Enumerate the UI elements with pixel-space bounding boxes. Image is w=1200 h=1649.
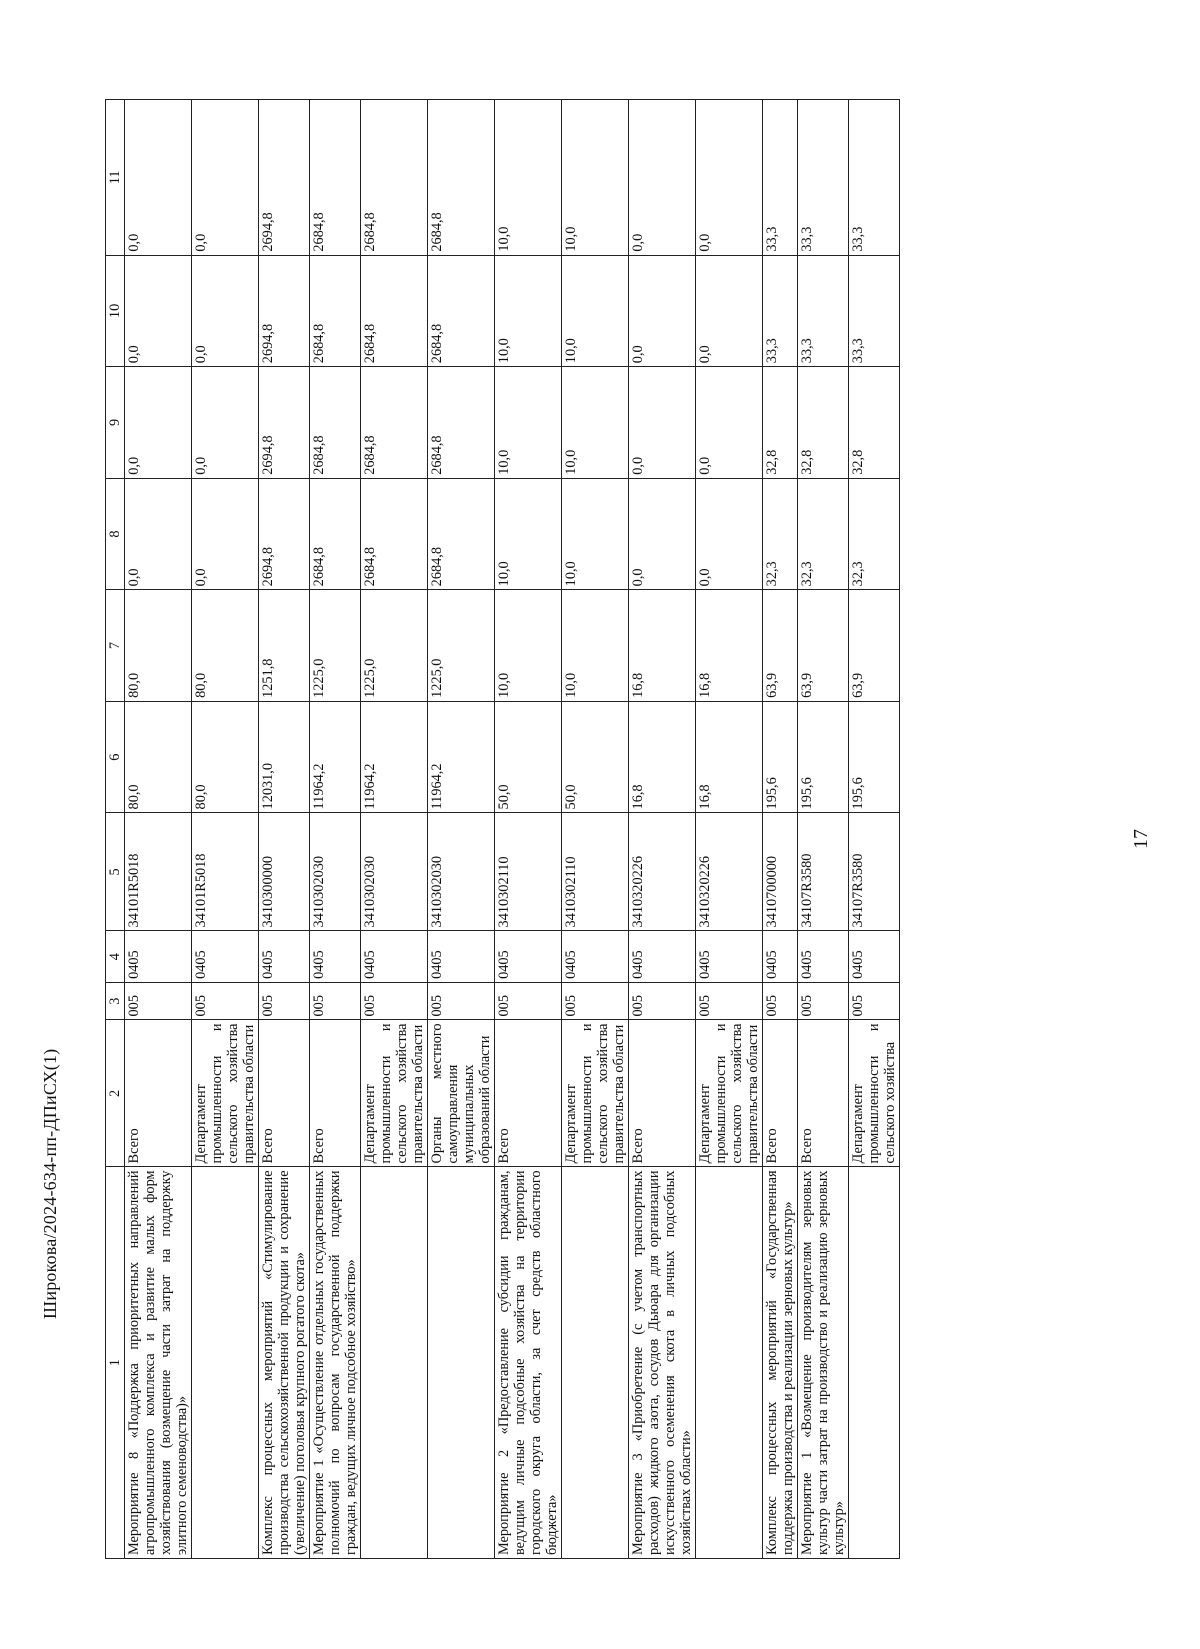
- row-value-y1: 63,9: [849, 590, 900, 702]
- row-value-y5: 0,0: [192, 100, 259, 256]
- row-value-y2: 32,3: [849, 478, 900, 590]
- row-responsible: Всего: [310, 1020, 361, 1167]
- row-value-y2: 10,0: [495, 478, 562, 590]
- row-value-y2: 2684,8: [361, 478, 428, 590]
- row-value-y1: 80,0: [125, 590, 192, 702]
- row-responsible: Департамент промышленности и сельского хозяйства правительства области: [361, 1020, 428, 1167]
- row-activity-name: Мероприятие 1 «Осуществление отдельных государственных полномочий по вопросам государственной поддержки граждан, ведущих личное подсобное хозяйство»: [310, 1167, 361, 1559]
- row-code-section: 0405: [310, 931, 361, 982]
- budget-table: [105, 99, 900, 1559]
- row-responsible: Органы местного самоуправления муниципальных образований области: [428, 1020, 495, 1167]
- row-value-total: 16,8: [696, 701, 763, 813]
- row-value-total: 50,0: [562, 701, 629, 813]
- table-row: [125, 100, 192, 1559]
- column-header: 11: [106, 100, 125, 256]
- row-activity-name: [192, 1167, 259, 1559]
- row-value-total: 11964,2: [361, 701, 428, 813]
- row-value-y1: 63,9: [798, 590, 849, 702]
- row-value-y4: 33,3: [798, 255, 849, 367]
- row-code-grbs: 005: [259, 982, 310, 1020]
- row-code-target: 34101R5018: [125, 813, 192, 931]
- row-responsible: Всего: [259, 1020, 310, 1167]
- column-header: 4: [106, 931, 125, 982]
- row-code-grbs: 005: [310, 982, 361, 1020]
- row-value-y4: 2684,8: [310, 255, 361, 367]
- row-code-section: 0405: [763, 931, 798, 982]
- row-value-total: 11964,2: [310, 701, 361, 813]
- table-row: [428, 100, 495, 1559]
- row-code-section: 0405: [629, 931, 696, 982]
- table-header-row: [106, 100, 125, 1559]
- row-code-section: 0405: [192, 931, 259, 982]
- row-code-target: 3410302030: [361, 813, 428, 931]
- row-value-y5: 33,3: [763, 100, 798, 256]
- row-activity-name: Мероприятие 8 «Поддержка приоритетных направлений агропромышленного комплекса и развитие малых форм хозяйствования (возмещение части затрат на поддержку элитного семеноводства)»: [125, 1167, 192, 1559]
- row-value-y4: 2684,8: [428, 255, 495, 367]
- row-value-y5: 0,0: [696, 100, 763, 256]
- row-value-y2: 0,0: [629, 478, 696, 590]
- row-value-y3: 2684,8: [361, 367, 428, 479]
- row-responsible: Департамент промышленности и сельского хозяйства: [849, 1020, 900, 1167]
- row-responsible: Всего: [763, 1020, 798, 1167]
- row-code-target: 3410302030: [428, 813, 495, 931]
- row-code-section: 0405: [696, 931, 763, 982]
- row-value-y4: 0,0: [125, 255, 192, 367]
- row-value-y3: 0,0: [696, 367, 763, 479]
- table-row: [696, 100, 763, 1559]
- row-value-y2: 32,3: [763, 478, 798, 590]
- row-value-y3: 0,0: [629, 367, 696, 479]
- row-value-y3: 10,0: [562, 367, 629, 479]
- row-responsible: Департамент промышленности и сельского хозяйства правительства области: [192, 1020, 259, 1167]
- row-code-target: 34107R3580: [849, 813, 900, 931]
- row-value-y3: 10,0: [495, 367, 562, 479]
- row-value-y5: 2694,8: [259, 100, 310, 256]
- row-code-section: 0405: [849, 931, 900, 982]
- table-row: [259, 100, 310, 1559]
- row-code-section: 0405: [562, 931, 629, 982]
- page-number: 17: [1130, 829, 1152, 849]
- row-value-y1: 16,8: [629, 590, 696, 702]
- row-value-y2: 32,3: [798, 478, 849, 590]
- row-value-y2: 2694,8: [259, 478, 310, 590]
- table-row: [495, 100, 562, 1559]
- row-code-grbs: 005: [192, 982, 259, 1020]
- row-value-y5: 33,3: [849, 100, 900, 256]
- row-value-y2: 0,0: [696, 478, 763, 590]
- row-value-y2: 2684,8: [428, 478, 495, 590]
- row-code-grbs: 005: [428, 982, 495, 1020]
- row-code-grbs: 005: [361, 982, 428, 1020]
- table-row: [310, 100, 361, 1559]
- row-value-y5: 33,3: [798, 100, 849, 256]
- row-value-y4: 0,0: [192, 255, 259, 367]
- table-row: [629, 100, 696, 1559]
- row-value-y2: 0,0: [125, 478, 192, 590]
- row-value-total: 80,0: [125, 701, 192, 813]
- row-value-y1: 1225,0: [310, 590, 361, 702]
- row-code-grbs: 005: [849, 982, 900, 1020]
- row-value-total: 80,0: [192, 701, 259, 813]
- column-header: 1: [106, 1167, 125, 1559]
- column-header: 7: [106, 590, 125, 702]
- row-value-y1: 1251,8: [259, 590, 310, 702]
- row-code-target: 3410320226: [629, 813, 696, 931]
- row-value-total: 195,6: [763, 701, 798, 813]
- row-value-y4: 33,3: [763, 255, 798, 367]
- column-header: 6: [106, 701, 125, 813]
- column-header: 3: [106, 982, 125, 1020]
- row-value-y3: 0,0: [192, 367, 259, 479]
- row-responsible: Всего: [495, 1020, 562, 1167]
- table-row: [763, 100, 798, 1559]
- row-value-total: 11964,2: [428, 701, 495, 813]
- row-value-y1: 1225,0: [428, 590, 495, 702]
- row-value-y1: 80,0: [192, 590, 259, 702]
- row-value-y4: 33,3: [849, 255, 900, 367]
- row-code-target: 3410302110: [495, 813, 562, 931]
- row-value-y1: 10,0: [495, 590, 562, 702]
- row-code-grbs: 005: [629, 982, 696, 1020]
- row-code-target: 34107R3580: [798, 813, 849, 931]
- row-activity-name: [428, 1167, 495, 1559]
- column-header: 5: [106, 813, 125, 931]
- row-activity-name: Мероприятие 3 «Приобретение (с учетом транспортных расходов) жидкого азота, сосудов Дьюара для организации искусственного осеменения скота в личных подсобных хозяйствах области»: [629, 1167, 696, 1559]
- row-code-target: 3410302110: [562, 813, 629, 931]
- row-value-y4: 0,0: [696, 255, 763, 367]
- document-footer-code: Широкова/2024-634-пп-ДПиСХ(1): [40, 1048, 60, 1319]
- row-value-y2: 10,0: [562, 478, 629, 590]
- table-row: [798, 100, 849, 1559]
- table-row: [192, 100, 259, 1559]
- row-responsible: Всего: [629, 1020, 696, 1167]
- row-value-y4: 2684,8: [361, 255, 428, 367]
- row-code-section: 0405: [361, 931, 428, 982]
- row-value-y1: 63,9: [763, 590, 798, 702]
- row-code-grbs: 005: [798, 982, 849, 1020]
- row-activity-name: [696, 1167, 763, 1559]
- row-code-target: 3410320226: [696, 813, 763, 931]
- row-value-y5: 0,0: [125, 100, 192, 256]
- table-row: [849, 100, 900, 1559]
- row-code-section: 0405: [428, 931, 495, 982]
- row-activity-name: Мероприятие 2 «Предоставление субсидии гражданам, ведущим личные подсобные хозяйства на территории городского округа области, за счет средств областного бюджета»: [495, 1167, 562, 1559]
- row-code-grbs: 005: [125, 982, 192, 1020]
- column-header: 10: [106, 255, 125, 367]
- row-value-total: 16,8: [629, 701, 696, 813]
- column-header: 9: [106, 367, 125, 479]
- row-value-y5: 2684,8: [428, 100, 495, 256]
- row-code-section: 0405: [798, 931, 849, 982]
- row-value-y3: 32,8: [763, 367, 798, 479]
- row-value-y3: 2684,8: [310, 367, 361, 479]
- row-value-total: 195,6: [849, 701, 900, 813]
- row-code-grbs: 005: [696, 982, 763, 1020]
- row-activity-name: Мероприятие 1 «Возмещение производителям зерновых культур части затрат на производство и реализацию зерновых культур»: [798, 1167, 849, 1559]
- row-activity-name: [849, 1167, 900, 1559]
- row-value-y5: 2684,8: [361, 100, 428, 256]
- row-code-section: 0405: [259, 931, 310, 982]
- row-code-grbs: 005: [763, 982, 798, 1020]
- row-code-section: 0405: [125, 931, 192, 982]
- row-value-y1: 1225,0: [361, 590, 428, 702]
- row-value-total: 195,6: [798, 701, 849, 813]
- row-value-y2: 0,0: [192, 478, 259, 590]
- row-value-y5: 10,0: [495, 100, 562, 256]
- row-code-section: 0405: [495, 931, 562, 982]
- row-value-y5: 0,0: [629, 100, 696, 256]
- row-value-y4: 10,0: [562, 255, 629, 367]
- row-value-y5: 2684,8: [310, 100, 361, 256]
- row-value-y2: 2684,8: [310, 478, 361, 590]
- row-responsible: Всего: [798, 1020, 849, 1167]
- row-activity-name: Комплекс процессных мероприятий «Стимулирование производства сельскохозяйственной продукции и сохранение (увеличение) поголовья крупного рогатого скота»: [259, 1167, 310, 1559]
- row-code-target: 3410300000: [259, 813, 310, 931]
- row-value-y5: 10,0: [562, 100, 629, 256]
- row-code-target: 3410302030: [310, 813, 361, 931]
- row-code-target: 3410700000: [763, 813, 798, 931]
- row-code-grbs: 005: [562, 982, 629, 1020]
- row-activity-name: [562, 1167, 629, 1559]
- row-value-y4: 0,0: [629, 255, 696, 367]
- row-value-total: 50,0: [495, 701, 562, 813]
- row-value-y3: 2684,8: [428, 367, 495, 479]
- table-row: [562, 100, 629, 1559]
- row-responsible: Департамент промышленности и сельского хозяйства правительства области: [696, 1020, 763, 1167]
- row-value-total: 12031,0: [259, 701, 310, 813]
- row-value-y1: 16,8: [696, 590, 763, 702]
- row-value-y3: 0,0: [125, 367, 192, 479]
- row-activity-name: Комплекс процессных мероприятий «Государственная поддержка производства и реализации зерновых культур»: [763, 1167, 798, 1559]
- row-value-y3: 2694,8: [259, 367, 310, 479]
- row-activity-name: [361, 1167, 428, 1559]
- row-value-y3: 32,8: [798, 367, 849, 479]
- column-header: 8: [106, 478, 125, 590]
- row-value-y4: 2694,8: [259, 255, 310, 367]
- table-row: [361, 100, 428, 1559]
- row-responsible: Всего: [125, 1020, 192, 1167]
- row-value-y1: 10,0: [562, 590, 629, 702]
- row-code-target: 34101R5018: [192, 813, 259, 931]
- row-value-y3: 32,8: [849, 367, 900, 479]
- row-code-grbs: 005: [495, 982, 562, 1020]
- column-header: 2: [106, 1020, 125, 1167]
- row-value-y4: 10,0: [495, 255, 562, 367]
- row-responsible: Департамент промышленности и сельского хозяйства правительства области: [562, 1020, 629, 1167]
